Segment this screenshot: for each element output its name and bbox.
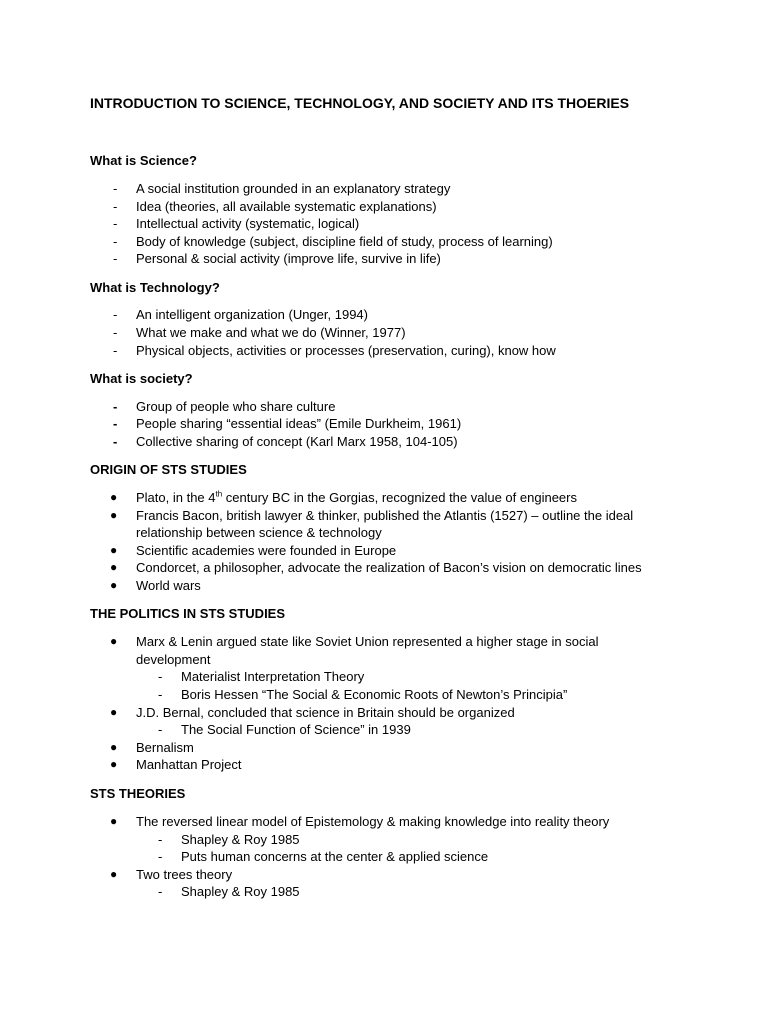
- list-item: [0, 324, 768, 341]
- plato-text-after: century BC in the Gorgias, recognized the value of engineers: [222, 490, 577, 505]
- list-item-text: The reversed linear model of Epistemology & making knowledge into reality theory: [136, 814, 610, 829]
- list-item-text: Personal & social activity (improve life, survive in life): [136, 251, 441, 266]
- sub-list-item: [0, 831, 768, 848]
- list-item-text: Idea (theories, all available systematic explanations): [136, 199, 437, 214]
- dash-marker: -: [158, 832, 163, 847]
- list-item-text: World wars: [136, 578, 201, 593]
- bullet-marker: ●: [110, 560, 118, 574]
- list-item: [0, 739, 768, 756]
- bullet-marker: ●: [110, 867, 118, 881]
- list-item-text: Group of people who share culture: [136, 399, 336, 414]
- list-item-text: Materialist Interpretation Theory: [181, 669, 365, 684]
- list-item: [0, 306, 768, 323]
- list-item: [0, 180, 768, 197]
- dash-marker: -: [158, 669, 163, 684]
- list-item-text: A social institution grounded in an explanatory strategy: [136, 181, 451, 196]
- list-item: [0, 415, 768, 432]
- document-title: INTRODUCTION TO SCIENCE, TECHNOLOGY, AND SOCIETY AND ITS THOERIES: [90, 95, 630, 111]
- list-item: [0, 633, 768, 650]
- list-item: [0, 233, 768, 250]
- dash-marker: -: [113, 434, 118, 449]
- list-item-text: Shapley & Roy 1985: [181, 832, 300, 847]
- dash-marker: -: [113, 199, 118, 214]
- ordinal-superscript: th: [215, 489, 223, 499]
- bullet-marker: ●: [110, 705, 118, 719]
- bullet-marker: ●: [110, 578, 118, 592]
- section-heading-theories: STS THEORIES: [90, 786, 186, 801]
- sub-list-item: [0, 686, 768, 703]
- dash-marker: -: [113, 399, 118, 414]
- list-item: [0, 542, 768, 559]
- section-heading-science: What is Science?: [90, 153, 197, 168]
- list-item: [0, 398, 768, 415]
- sub-list-item: [0, 883, 768, 900]
- list-item: [0, 507, 768, 524]
- list-item-text: Puts human concerns at the center & applied science: [181, 849, 489, 864]
- section-heading-origin: ORIGIN OF STS STUDIES: [90, 462, 247, 477]
- dash-marker: -: [158, 849, 163, 864]
- list-item-continuation: [0, 651, 768, 668]
- list-item: [0, 198, 768, 215]
- list-item-text: Scientific academies were founded in Europe: [136, 543, 397, 558]
- section-heading-society: What is society?: [90, 371, 193, 386]
- list-item-text: [136, 489, 577, 506]
- dash-marker: -: [113, 234, 118, 249]
- list-item-text: Collective sharing of concept (Karl Marx 1958, 104-105): [136, 434, 458, 449]
- list-item-text: Manhattan Project: [136, 757, 242, 772]
- bullet-marker: ●: [110, 508, 118, 522]
- list-item-text: Shapley & Roy 1985: [181, 884, 300, 899]
- bullet-marker: ●: [110, 543, 118, 557]
- list-item-text: Body of knowledge (subject, discipline field of study, process of learning): [136, 234, 553, 249]
- bullet-marker: ●: [110, 757, 118, 771]
- list-item-text: The Social Function of Science” in 1939: [181, 722, 411, 737]
- sub-list-item: [0, 721, 768, 738]
- bullet-marker: ●: [110, 740, 118, 754]
- list-item: [0, 250, 768, 267]
- list-item-text: Physical objects, activities or processes (preservation, curing), know how: [136, 343, 556, 358]
- plato-text-before: Plato, in the 4: [136, 490, 216, 505]
- sub-list-item: [0, 668, 768, 685]
- list-item-text: Boris Hessen “The Social & Economic Roots of Newton’s Principia”: [181, 687, 568, 702]
- list-item-text: People sharing “essential ideas” (Emile Durkheim, 1961): [136, 416, 462, 431]
- list-item-text: Two trees theory: [136, 867, 233, 882]
- list-item-text: What we make and what we do (Winner, 1977): [136, 325, 406, 340]
- list-item: [0, 866, 768, 883]
- list-item: [0, 704, 768, 721]
- dash-marker: -: [158, 687, 163, 702]
- dash-marker: -: [113, 343, 118, 358]
- section-heading-politics: THE POLITICS IN STS STUDIES: [90, 606, 286, 621]
- bullet-marker: ●: [110, 814, 118, 828]
- dash-marker: -: [113, 325, 118, 340]
- dash-marker: -: [113, 307, 118, 322]
- list-item-continuation: [0, 524, 768, 541]
- list-item-text: Bernalism: [136, 740, 194, 755]
- dash-marker: -: [113, 216, 118, 231]
- list-item-text: Francis Bacon, british lawyer & thinker, published the Atlantis (1527) – outline the ideal: [136, 508, 634, 523]
- dash-marker: -: [158, 722, 163, 737]
- list-item: [0, 489, 768, 506]
- list-item-text: development: [136, 652, 211, 667]
- list-item-text: J.D. Bernal, concluded that science in Britain should be organized: [136, 705, 515, 720]
- dash-marker: -: [113, 416, 118, 431]
- dash-marker: -: [158, 884, 163, 899]
- section-heading-technology: What is Technology?: [90, 280, 220, 295]
- list-item: [0, 433, 768, 450]
- list-item: [0, 756, 768, 773]
- list-item-text: Intellectual activity (systematic, logical): [136, 216, 360, 231]
- sub-list-item: [0, 848, 768, 865]
- list-item: [0, 215, 768, 232]
- list-item: [0, 577, 768, 594]
- list-item: [0, 342, 768, 359]
- dash-marker: -: [113, 251, 118, 266]
- list-item-text: An intelligent organization (Unger, 1994): [136, 307, 368, 322]
- list-item: [0, 813, 768, 830]
- dash-marker: -: [113, 181, 118, 196]
- list-item-text: Condorcet, a philosopher, advocate the realization of Bacon’s vision on democratic lines: [136, 560, 642, 575]
- bullet-marker: ●: [110, 634, 118, 648]
- list-item: [0, 559, 768, 576]
- list-item-text: relationship between science & technology: [136, 525, 382, 540]
- bullet-marker: ●: [110, 490, 118, 504]
- list-item-text: Marx & Lenin argued state like Soviet Union represented a higher stage in social: [136, 634, 599, 649]
